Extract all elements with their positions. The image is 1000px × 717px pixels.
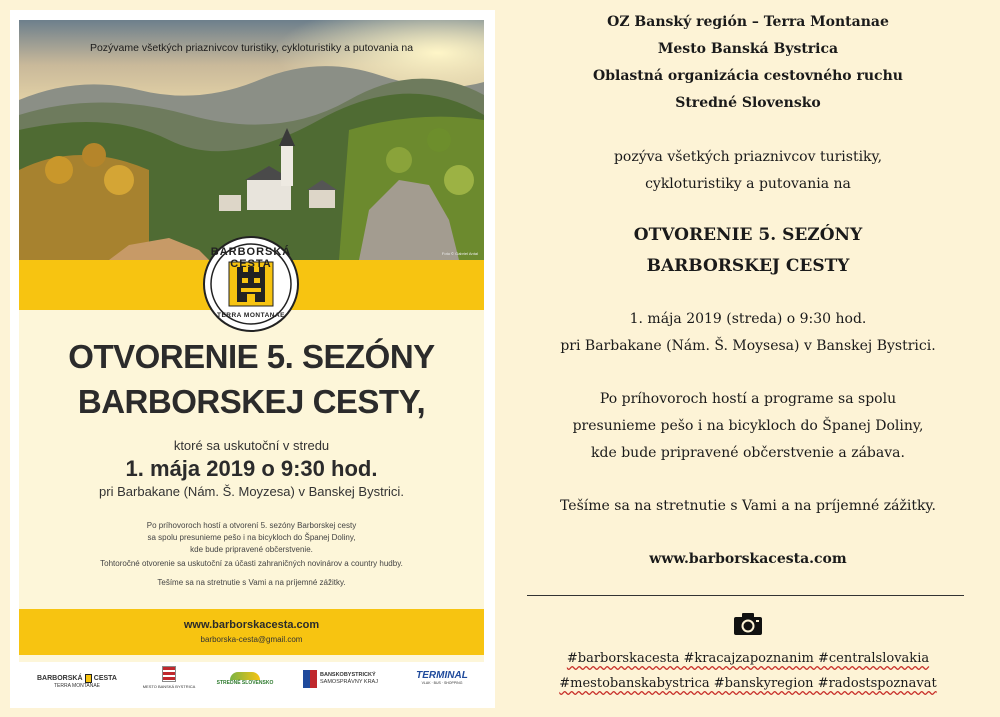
poster-title-line1: OTVORENIE 5. SEZÓNY: [68, 338, 435, 375]
poster-program-line1: Po príhovoroch hostí a otvorení 5. sezóny Barborskej cesty: [146, 521, 357, 530]
program-line1: Po príhovoroch hostí a programe sa spolu: [599, 391, 897, 407]
shield-icon: [303, 670, 317, 688]
emblem-bottom-text: TERRA MONTANAE: [216, 312, 286, 319]
poster-place: pri Barbakane (Nám. Š. Moyzesa) v Banskej Bystrici.: [99, 484, 404, 499]
barborska-cesta-emblem: [203, 236, 299, 332]
invite-line1: pozýva všetkých priaznivcov turistiky,: [613, 149, 883, 165]
hashtags-line1: #barborskacesta #kracajzapoznanim #centralslovakia: [566, 651, 930, 666]
poster-note: Tohtoročné otvorenie sa uskutoční za účasti zahraničných novinárov a country hudby.: [100, 559, 403, 568]
invitation-text-column: [500, 0, 996, 717]
logo-mesto-bb: [139, 666, 199, 689]
event-poster: [10, 10, 495, 708]
photo-credit: Foto © Gabriel Antal: [441, 251, 478, 256]
org-line3: Oblastná organizácia cestovného ruchu: [593, 68, 903, 84]
poster-bottom-band: [19, 609, 484, 655]
logo-kraj-line2: SAMOSPRÁVNY KRAJ: [320, 679, 378, 685]
poster-content: [19, 20, 484, 698]
poster-date: 1. mája 2019 o 9:30 hod.: [125, 456, 378, 481]
poster-title-line2: BARBORSKEJ CESTY,: [77, 383, 426, 420]
logo-barborska-cesta: [37, 674, 117, 689]
poster-closing: Tešíme sa na stretnutie s Vami a na príjemné zážitky.: [157, 578, 346, 587]
landscape-photo: [19, 20, 484, 260]
poster-email[interactable]: barborska-cesta@gmail.com: [200, 635, 303, 644]
photo-caption: Pozývame všetkých priaznivcov turistiky, cykloturistiky a putovania na: [89, 42, 414, 54]
poster-program-line3: kde bude pripravené občerstvenie.: [190, 545, 313, 554]
logo-terminal-sub: VLAK · BUS · SHOPPING: [421, 681, 463, 685]
emblem-top-text: BARBORSKÁ CESTA: [210, 246, 292, 270]
logo-barborska-line3: TERRA MONTANAE: [53, 683, 101, 689]
hashtags-line2: #mestobanskabystrica #banskyregion #radostspoznavat: [559, 676, 937, 691]
org-line2: Mesto Banská Bystrica: [657, 41, 839, 57]
camera-icon: [733, 612, 763, 636]
tower-icon: [85, 674, 92, 683]
website-link[interactable]: www.barborskacesta.com: [649, 551, 847, 567]
poster-program-text: [19, 520, 484, 556]
logo-barborska-line1: BARBORSKÁ: [37, 675, 83, 682]
logo-barborska-line2: CESTA: [93, 675, 117, 682]
logo-stredne-slovensko: [215, 672, 275, 686]
org-line4: Stredné Slovensko: [675, 95, 821, 111]
when-line: 1. mája 2019 (streda) o 9:30 hod.: [629, 311, 867, 327]
coat-of-arms-icon: [162, 666, 176, 682]
closing-line: Tešíme sa na stretnutie s Vami a na príjemné zážitky.: [560, 498, 936, 514]
program-line3: kde bude pripravené občerstvenie a zábava.: [591, 445, 905, 461]
logo-stredne-text: STREDNÉ SLOVENSKO: [216, 680, 274, 686]
hills-icon: [230, 672, 260, 680]
headline-line2: BARBORSKEJ CESTY: [646, 256, 850, 276]
divider-line: [527, 595, 964, 596]
landscape-illustration: [19, 20, 484, 260]
headline-line1: OTVORENIE 5. SEZÓNY: [633, 225, 863, 245]
where-line: pri Barbakane (Nám. Š. Moysesa) v Banskej Bystrici.: [560, 338, 936, 354]
program-line2: presunieme pešo i na bicykloch do Španej Doliny,: [572, 418, 924, 434]
poster-website[interactable]: www.barborskacesta.com: [183, 619, 320, 631]
logo-kraj-line1: BANSKOBYSTRICKÝ: [320, 672, 376, 678]
logo-bb-kraj: [303, 670, 393, 688]
org-line1: OZ Banský región – Terra Montanae: [607, 14, 889, 30]
poster-program-line2: sa spolu presunieme pešo i na bicykloch do Španej Doliny,: [147, 533, 356, 542]
logo-terminal: [407, 670, 477, 685]
partner-logos: [19, 662, 484, 698]
poster-subtitle: ktoré sa uskutoční v stredu: [173, 438, 330, 453]
logo-terminal-text: TERMINAL: [416, 670, 468, 681]
invite-line2: cykloturistiky a putovania na: [645, 176, 851, 192]
logo-mesto-text: MESTO BANSKÁ BYSTRICA: [142, 684, 196, 689]
